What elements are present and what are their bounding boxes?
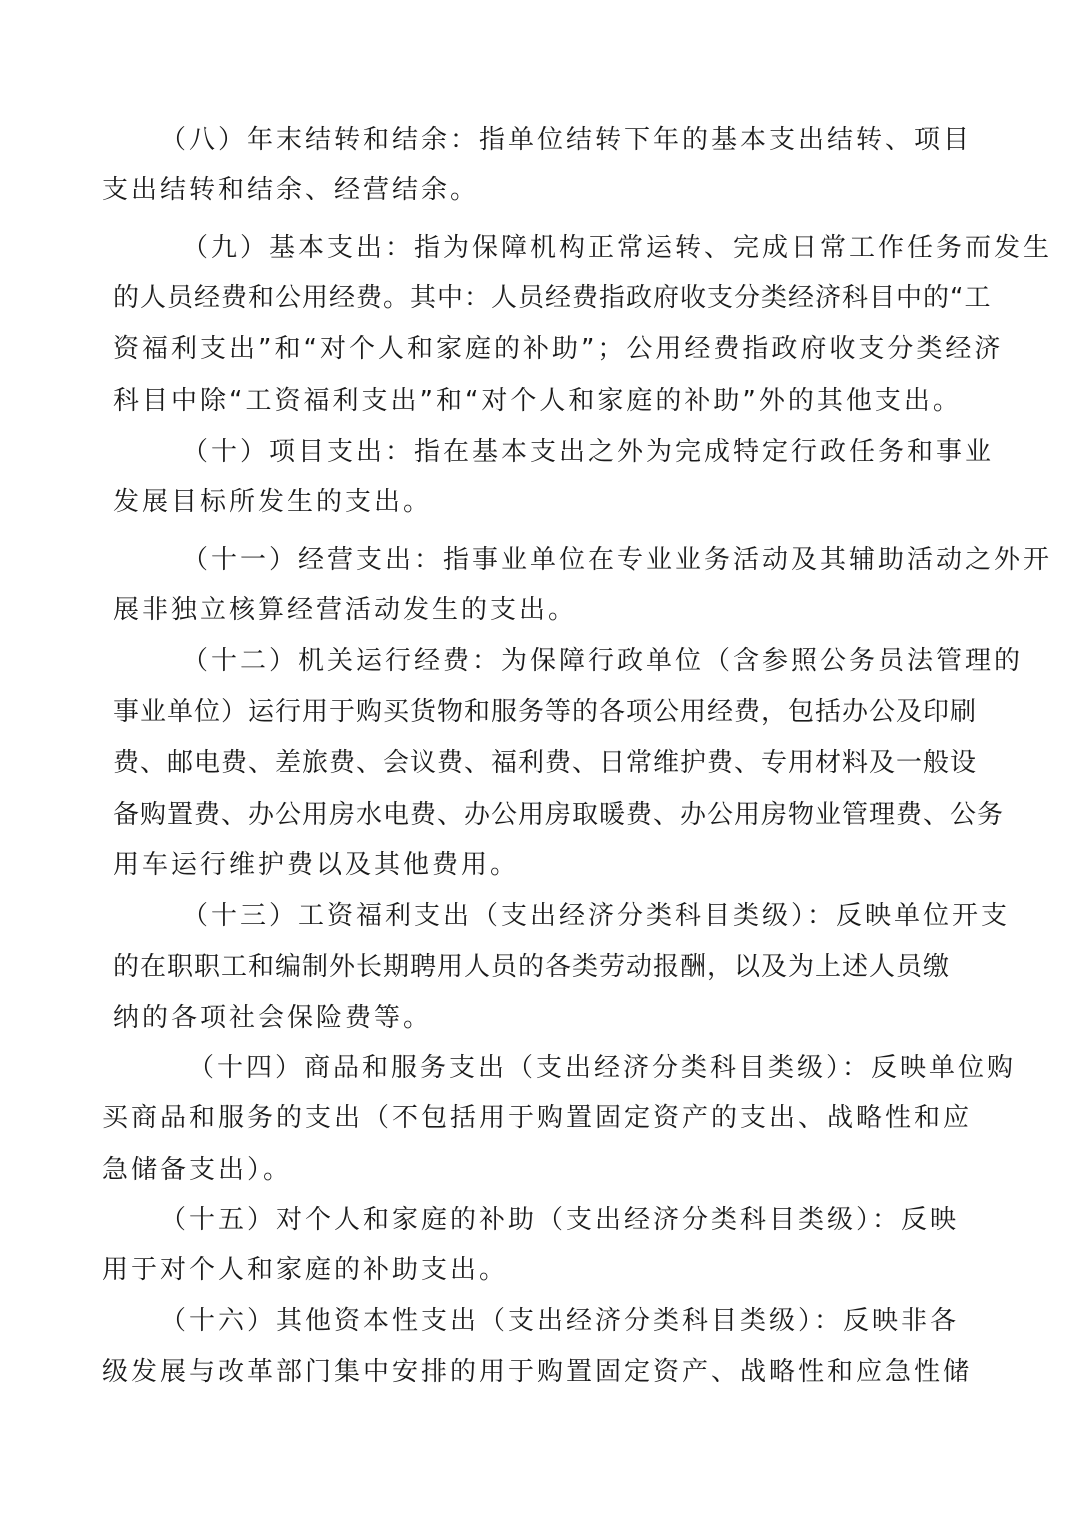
text-line: （十六）其他资本性支出（支出经济分类科目类级）：反映非各 [160, 1306, 960, 1336]
text-line: 纳的各项社会保险费等。 [113, 1003, 433, 1033]
text-line: （十四）商品和服务支出（支出经济分类科目类级）：反映单位购 [188, 1053, 1017, 1083]
text-line: 资福利支出”和“对个人和家庭的补助”；公用经费指政府收支分类经济 [113, 334, 1004, 364]
text-line: （十五）对个人和家庭的补助（支出经济分类科目类级）：反映 [160, 1205, 960, 1235]
text-line: 用车运行维护费以及其他费用。 [113, 850, 520, 880]
text-line: 急储备支出）。 [102, 1155, 293, 1185]
text-line: 的人员经费和公用经费。其中：人员经费指政府收支分类经济科目中的“工 [113, 283, 992, 313]
text-line: （十三）工资福利支出（支出经济分类科目类级）：反映单位开支 [182, 901, 1011, 931]
text-line: （十二）机关运行经费：为保障行政单位（含参照公务员法管理的 [182, 646, 1024, 676]
text-line: 科目中除“工资福利支出”和“对个人和家庭的补助”外的其他支出。 [113, 386, 962, 416]
text-line: 支出结转和结余、经营结余。 [102, 175, 480, 205]
text-line: 备购置费、办公用房水电费、办公用房取暖费、办公用房物业管理费、公务 [113, 800, 1005, 830]
text-line: 发展目标所发生的支出。 [113, 487, 433, 517]
text-line: 级发展与改革部门集中安排的用于购置固定资产、战略性和应急性储 [102, 1357, 973, 1387]
text-line: 的在职职工和编制外长期聘用人员的各类劳动报酬，以及为上述人员缴 [113, 952, 951, 982]
text-line: （十）项目支出：指在基本支出之外为完成特定行政任务和事业 [182, 437, 995, 467]
text-line: 买商品和服务的支出（不包括用于购置固定资产的支出、战略性和应 [102, 1103, 973, 1133]
text-line: （十一）经营支出：指事业单位在专业业务活动及其辅助活动之外开 [182, 545, 1053, 575]
text-line: （八）年末结转和结余：指单位结转下年的基本支出结转、项目 [160, 125, 973, 155]
text-line: （九）基本支出：指为保障机构正常运转、完成日常工作任务而发生 [182, 233, 1053, 263]
text-line: 事业单位）运行用于购买货物和服务等的各项公用经费，包括办公及印刷 [113, 697, 978, 727]
text-line: 用于对个人和家庭的补助支出。 [102, 1255, 509, 1285]
text-line: 费、邮电费、差旅费、会议费、福利费、日常维护费、专用材料及一般设 [113, 748, 978, 778]
text-line: 展非独立核算经营活动发生的支出。 [113, 595, 578, 625]
